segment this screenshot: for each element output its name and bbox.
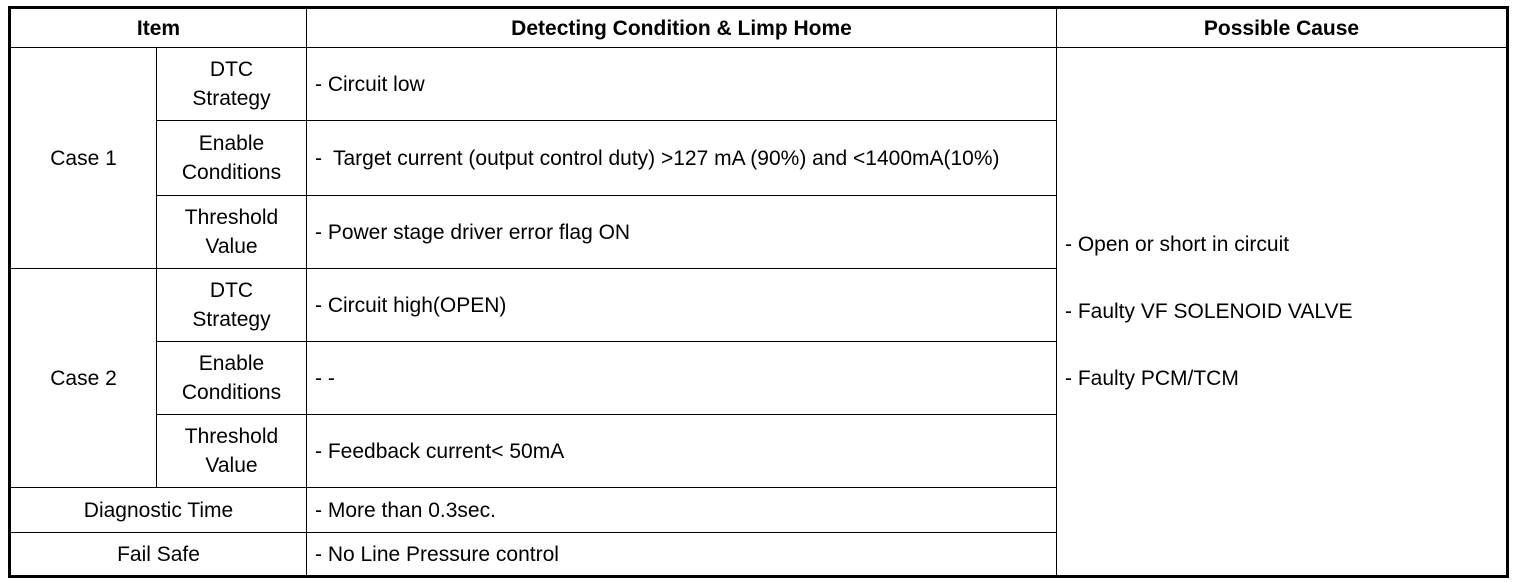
case1-enable-conditions-label: Enable Conditions [157,121,307,196]
case1-label: Case 1 [10,48,157,269]
case2-dtc-strategy-value: - Circuit high(OPEN) [307,269,1057,342]
cause-item: - Open or short in circuit [1065,233,1290,256]
diagnostic-time-label: Diagnostic Time [10,488,307,533]
case1-enable-conditions-value: - Target current (output control duty) >127 mA (90%) and <1400mA(10%) [307,121,1057,196]
case1-threshold-value: - Power stage driver error flag ON [307,196,1057,269]
table-row [10,48,1508,121]
case1-dtc-strategy-value: - Circuit low [307,48,1057,121]
cause-item: - Faulty VF SOLENOID VALVE [1065,300,1353,323]
cause-item: - Faulty PCM/TCM [1065,367,1239,390]
possible-cause-cell [1057,48,1508,577]
case2-label: Case 2 [10,269,157,488]
case1-threshold-label: Threshold Value [157,196,307,269]
header-row [10,8,1508,48]
case1-dtc-strategy-label: DTC Strategy [157,48,307,121]
diagnostic-time-value: - More than 0.3sec. [307,488,1057,533]
header-item: Item [10,8,307,48]
case2-threshold-label: Threshold Value [157,415,307,488]
header-cause: Possible Cause [1057,8,1508,48]
case2-dtc-strategy-label: DTC Strategy [157,269,307,342]
header-detecting: Detecting Condition & Limp Home [307,8,1057,48]
diagnostic-table [8,6,1509,578]
fail-safe-value: - No Line Pressure control [307,533,1057,577]
fail-safe-label: Fail Safe [10,533,307,577]
case2-threshold-value: - Feedback current< 50mA [307,415,1057,488]
case2-enable-conditions-label: Enable Conditions [157,342,307,415]
case2-enable-conditions-value: - - [307,342,1057,415]
